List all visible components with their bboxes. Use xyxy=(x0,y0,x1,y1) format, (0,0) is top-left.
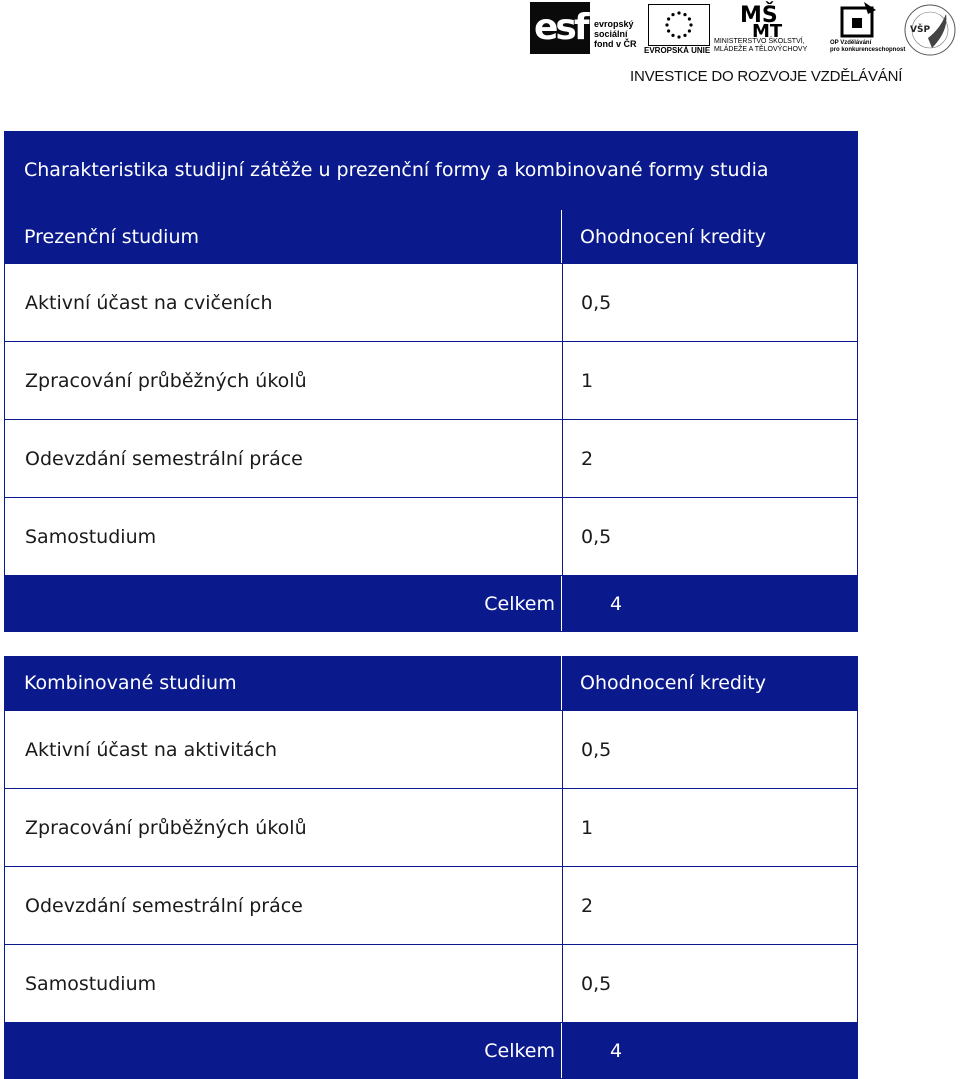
total-label: Celkem xyxy=(4,576,562,631)
prezencni-header-row xyxy=(4,210,858,264)
activity-cell: Aktivní účast na cvičeních xyxy=(5,264,563,341)
activity-cell: Zpracování průběžných úkolů xyxy=(5,789,563,866)
prezencni-credits-heading: Ohodnocení kredity xyxy=(580,225,766,248)
kombinovane-header-row xyxy=(4,656,858,711)
table-title-row xyxy=(4,131,858,210)
activity-cell: Samostudium xyxy=(5,498,563,575)
table-row xyxy=(4,867,858,945)
activity-cell: Aktivní účast na aktivitách xyxy=(5,711,563,788)
credits-cell: 2 xyxy=(581,894,594,917)
table-row xyxy=(4,945,858,1023)
total-label: Celkem xyxy=(4,1023,562,1078)
table-row xyxy=(4,420,858,498)
table-row xyxy=(4,264,858,342)
activity-cell: Odevzdání semestrální práce xyxy=(5,420,563,497)
total-value: 4 xyxy=(610,592,623,615)
esf-logo-mark xyxy=(530,2,590,54)
esf-mark-text: esf xyxy=(534,7,587,48)
kombinovane-heading: Kombinované studium xyxy=(4,656,562,710)
kombinovane-credits-heading: Ohodnocení kredity xyxy=(580,672,766,694)
credits-cell: 0,5 xyxy=(581,972,612,995)
msmt-caption xyxy=(714,38,807,54)
svg-text:MŠ: MŠ xyxy=(740,3,778,28)
op-caption xyxy=(830,40,905,54)
total-value: 4 xyxy=(610,1039,623,1062)
prezencni-total-row xyxy=(4,576,858,632)
credits-cell: 0,5 xyxy=(581,291,612,314)
section-gap xyxy=(4,632,858,656)
vsp-mark: VŠP xyxy=(910,25,931,35)
op-caption-line: pro konkurenceschopnost xyxy=(830,47,906,53)
eu-logo xyxy=(644,2,712,56)
op-vzdelavani-logo xyxy=(826,0,906,56)
table-row xyxy=(4,498,858,576)
msmt-caption-line: MLÁDEŽE A TĚLOVÝCHOVY xyxy=(714,46,808,53)
esf-text-line: fond v ČR xyxy=(594,39,637,49)
kombinovane-total-row xyxy=(4,1023,858,1079)
msmt-logo xyxy=(714,0,824,56)
prezencni-heading: Prezenční studium xyxy=(4,210,562,263)
msmt-mark-icon xyxy=(714,0,824,38)
table-row xyxy=(4,342,858,420)
op-caption-line: OP Vzdělávání xyxy=(830,40,872,46)
esf-logo-text xyxy=(594,19,637,49)
activity-cell: Samostudium xyxy=(5,945,563,1022)
msmt-caption-line: MINISTERSTVO ŠKOLSTVÍ, xyxy=(714,38,805,45)
activity-cell: Odevzdání semestrální práce xyxy=(5,867,563,944)
study-load-table xyxy=(4,131,858,1079)
eu-caption: EVROPSKÁ UNIE xyxy=(644,46,711,55)
investice-tagline: INVESTICE DO ROZVOJE VZDĚLÁVÁNÍ xyxy=(630,68,903,85)
credits-cell: 1 xyxy=(581,369,594,392)
esf-text-line: evropský xyxy=(594,19,634,29)
activity-cell: Zpracování průběžných úkolů xyxy=(5,342,563,419)
table-title: Charakteristika studijní zátěže u prezenční formy a kombinované formy studia xyxy=(24,159,769,181)
credits-cell: 2 xyxy=(581,447,594,470)
svg-text:MT: MT xyxy=(752,21,783,38)
logo-strip xyxy=(530,0,960,92)
vsp-seal-icon xyxy=(902,2,958,58)
table-row xyxy=(4,711,858,789)
credits-cell: 0,5 xyxy=(581,738,612,761)
esf-logo xyxy=(530,2,638,56)
credits-cell: 0,5 xyxy=(581,525,612,548)
esf-text-line: sociální xyxy=(594,29,628,39)
op-mark-icon xyxy=(826,0,898,40)
vsp-logo xyxy=(902,2,958,58)
eu-flag-icon xyxy=(648,4,710,46)
table-row xyxy=(4,789,858,867)
credits-cell: 1 xyxy=(581,816,594,839)
